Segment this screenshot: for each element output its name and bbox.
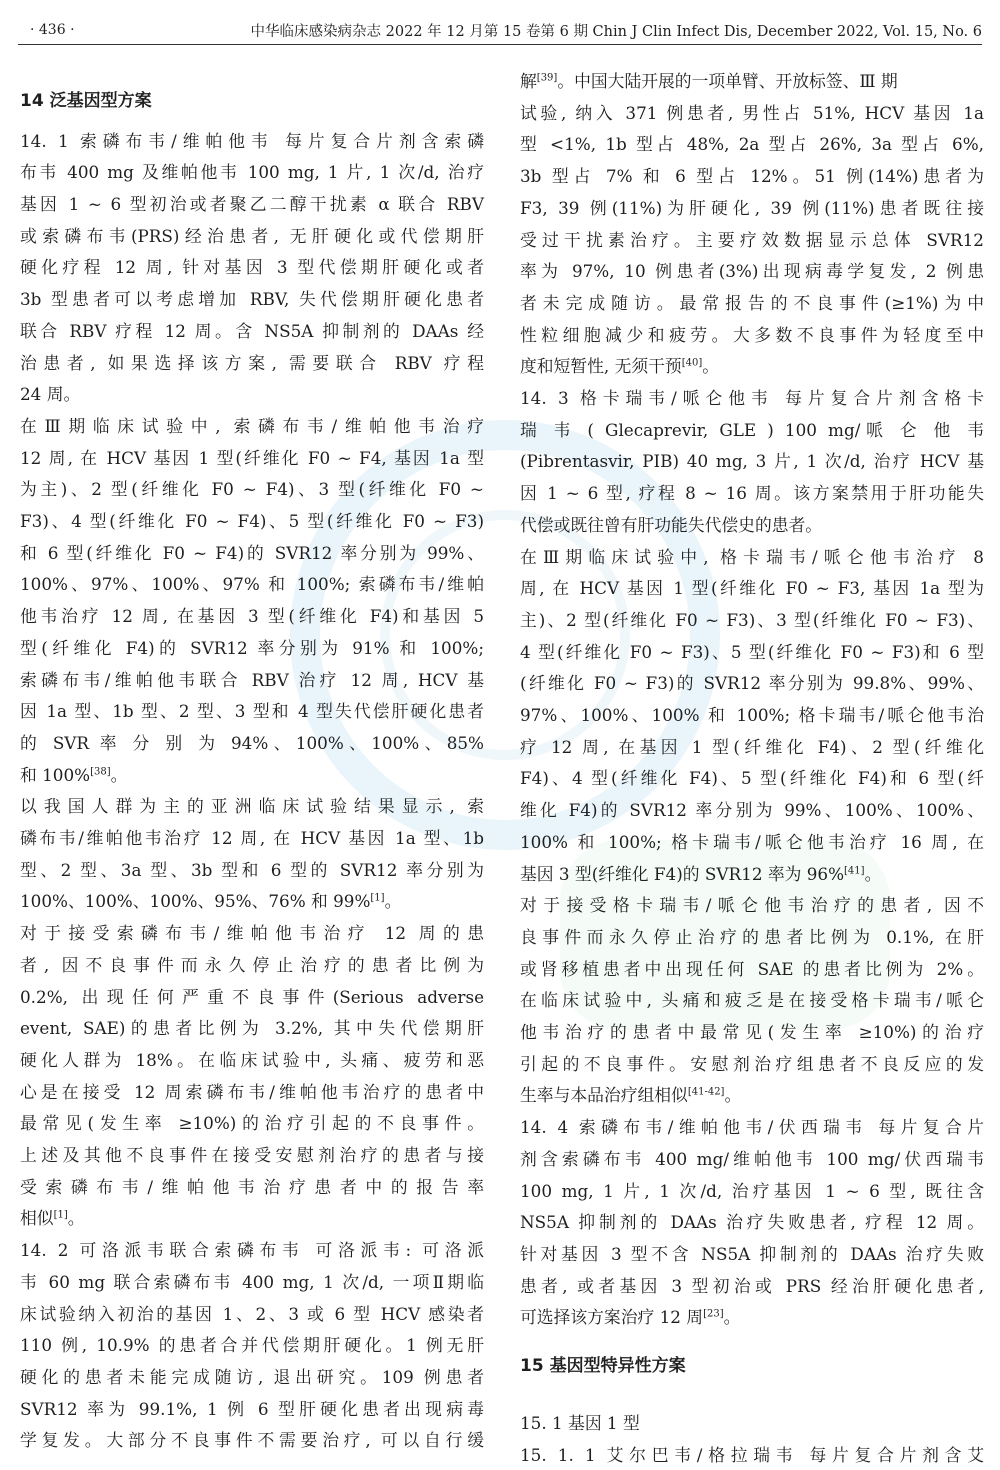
text-line: 可选择该方案治疗 12 周[23]。 [520, 1307, 741, 1328]
text-line: 15. 1 基因 1 型 [520, 1413, 640, 1434]
text-line: 度和短暂性, 无须干预[40]。 [520, 356, 720, 377]
text-line: 12 周, 在 HCV 基因 1 型(纤维化 F0 ~ F4, 基因 1a 型 [20, 447, 484, 468]
text-line: 瑞 韦 ( Glecaprevir, GLE ) 100 mg/哌 仑 他 韦 [520, 419, 984, 440]
page-header [18, 14, 982, 45]
text-line: 相似[1]。 [20, 1208, 85, 1229]
text-line: 韦 60 mg 联合索磷布韦 400 mg, 1 次/d, 一项Ⅱ期临 [20, 1271, 484, 1292]
text-line: 以我国人群为主的亚洲临床试验结果显示, 索 [20, 796, 484, 817]
text-line: 3b 型患者可以考虑增加 RBV, 失代偿期肝硬化患者 [20, 289, 484, 310]
text-line: 3b 型占 7% 和 6 型占 12%。51 例(14%)患者为 [520, 166, 984, 187]
text-line: 磷布韦/维帕他韦治疗 12 周, 在 HCV 基因 1a 型、1b [20, 828, 484, 849]
text-line: 0.2%, 出现任何严重不良事件(Serious adverse [20, 986, 484, 1007]
text-line: 或索磷布韦(PRS)经治患者, 无肝硬化或代偿期肝 [20, 225, 484, 246]
text-line: 97%、100%、100% 和 100%; 格卡瑞韦/哌仑他韦治 [520, 705, 984, 725]
text-line: 床试验纳入初治的基因 1、2、3 或 6 型 HCV 感染者 [20, 1303, 484, 1324]
text-line: 剂含索磷布韦 400 mg/维帕他韦 100 mg/伏西瑞韦 [520, 1148, 984, 1169]
text-line: 24 周。 [20, 384, 81, 405]
text-line: 对于接受格卡瑞韦/哌仑他韦治疗的患者, 因不 [520, 895, 984, 916]
section-heading: 15 基因型特异性方案 [520, 1356, 686, 1377]
text-line: 基因 3 型(纤维化 F4)的 SVR12 率为 96%[41]。 [520, 863, 882, 884]
text-line: SVR12 率为 99.1%, 1 例 6 型肝硬化患者出现病毒 [20, 1398, 484, 1419]
text-line: 试验, 纳入 371 例患者, 男性占 51%, HCV 基因 1a [520, 102, 984, 123]
text-line: 硬化疗程 12 周, 针对基因 3 型代偿期肝硬化或者 [20, 257, 484, 278]
citation-ref[interactable]: [38] [90, 766, 111, 778]
text-line: 100%、100%、100%、95%、76% 和 99%[1]。 [20, 891, 402, 912]
text-line: 14. 2 可洛派韦联合索磷布韦 可洛派韦: 可洛派 [20, 1240, 484, 1261]
section-heading: 14 泛基因型方案 [20, 91, 152, 111]
text-line: 主)、2 型(纤维化 F0 ~ F3)、3 型(纤维化 F0 ~ F3)、 [520, 609, 984, 630]
page-number: · 436 · [30, 22, 75, 38]
text-line: NS5A 抑制剂的 DAAs 治疗失败患者, 疗程 12 周。 [520, 1212, 984, 1233]
citation-ref[interactable]: [40] [681, 357, 703, 369]
text-line: 引起的不良事件。安慰剂治疗组患者不良反应的发 [520, 1053, 984, 1074]
text-line: 为主)、2 型(纤维化 F0 ~ F4)、3 型(纤维化 F0 ~ [20, 479, 484, 500]
citation-ref[interactable]: [1] [53, 1209, 68, 1221]
text-line: event, SAE)的患者比例为 3.2%, 其中失代偿期肝 [20, 1018, 484, 1039]
text-line: 15. 1. 1 艾尔巴韦/格拉瑞韦 每片复合片剂含艾 [520, 1445, 984, 1466]
text-line: 100%、97%、100%、97% 和 100%; 索磷布韦/维帕 [20, 574, 484, 595]
text-line: 硬化人群为 18%。在临床试验中, 头痛、疲劳和恶 [20, 1049, 484, 1070]
citation-ref[interactable]: [41-42] [687, 1086, 725, 1098]
text-line: 学复发。大部分不良事件不需要治疗, 可以自行缓 [20, 1430, 484, 1451]
text-line: 14. 1 索磷布韦/维帕他韦 每片复合片剂含索磷 [20, 130, 484, 151]
text-line: 受过干扰素治疗。主要疗效数据显示总体 SVR12 [520, 229, 984, 250]
text-line: 110 例, 10.9% 的患者合并代偿期肝硬化。1 例无肝 [20, 1335, 484, 1356]
citation-ref[interactable]: [1] [370, 892, 385, 904]
text-line: 索磷布韦/维帕他韦联合 RBV 治疗 12 周, HCV 基 [20, 669, 484, 690]
text-line: (纤维化 F0 ~ F3)的 SVR12 率分别为 99.8%、99%、 [520, 673, 984, 694]
text-line: 14. 3 格卡瑞韦/哌仑他韦 每片复合片剂含格卡 [520, 388, 984, 408]
text-line: 14. 4 索磷布韦/维帕他韦/伏西瑞韦 每片复合片 [520, 1117, 984, 1138]
text-line: 或肾移植患者中出现任何 SAE 的患者比例为 2%。 [520, 958, 984, 979]
text-line: 最常见(发生率 ≥10%)的治疗引起的不良事件。 [20, 1113, 484, 1134]
text-line: 型 <1%, 1b 型占 48%, 2a 型占 26%, 3a 型占 6%, [520, 134, 984, 155]
text-line: F4)、4 型(纤维化 F4)、5 型(纤维化 F4)和 6 型(纤 [520, 768, 984, 789]
text-line: 和 100%[38]。 [20, 764, 128, 785]
text-line: 心是在接受 12 周索磷布韦/维帕他韦治疗的患者中 [20, 1081, 484, 1102]
text-line: 生率与本品治疗组相似[41-42]。 [520, 1085, 742, 1106]
journal-citation: 中华临床感染病杂志 2022 年 12 月第 15 卷第 6 期 Chin J Clin Infect Dis, December 2022, Vol. 15, No. 6 [250, 24, 982, 40]
text-line: 因 1 ~ 6 型, 疗程 8 ~ 16 周。该方案禁用于肝功能失 [520, 483, 984, 504]
text-line: 针对基因 3 型不含 NS5A 抑制剂的 DAAs 治疗失败 [520, 1243, 984, 1264]
text-line: 和 6 型(纤维化 F0 ~ F4)的 SVR12 率分别为 99%、 [20, 542, 484, 563]
text-line: 硬化的患者未能完成随访, 退出研究。109 例患者 [20, 1366, 484, 1387]
text-line: 的 SVR 率 分 别 为 94%、100%、100%、85% [20, 732, 484, 753]
citation-ref[interactable]: [39] [536, 72, 558, 84]
text-line: 型、2 型、3a 型、3b 型和 6 型的 SVR12 率分别为 [20, 859, 484, 880]
text-line: 者未完成随访。最常报告的不良事件(≥1%)为中 [520, 292, 984, 313]
text-line: 治患者, 如果选择该方案, 需要联合 RBV 疗程 [20, 352, 484, 373]
text-line: 在Ⅲ期临床试验中, 格卡瑞韦/哌仑他韦治疗 8 [520, 546, 984, 567]
text-line: 周, 在 HCV 基因 1 型(纤维化 F0 ~ F3, 基因 1a 型为 [520, 578, 984, 599]
text-line: 100% 和 100%; 格卡瑞韦/哌仑他韦治疗 16 周, 在 [520, 831, 984, 852]
text-line: (Pibrentasvir, PIB) 40 mg, 3 片, 1 次/d, 治疗 HCV 基 [520, 451, 984, 472]
text-line: 在临床试验中, 头痛和疲乏是在接受格卡瑞韦/哌仑 [520, 990, 984, 1011]
text-line: 疗 12 周, 在基因 1 型(纤维化 F4)、2 型(纤维化 [520, 736, 984, 757]
text-line: 良事件而永久停止治疗的患者比例为 0.1%, 在肝 [520, 926, 984, 947]
citation-ref[interactable]: [23] [703, 1308, 724, 1320]
text-line: 在Ⅲ期临床试验中, 索磷布韦/维帕他韦治疗 [20, 415, 484, 436]
text-line: 100 mg, 1 片, 1 次/d, 治疗基因 1 ~ 6 型, 既往含 [520, 1180, 984, 1201]
text-line: 对于接受索磷布韦/维帕他韦治疗 12 周的患 [20, 923, 484, 944]
text-line: 基因 1 ~ 6 型初治或者聚乙二醇干扰素 α 联合 RBV [20, 194, 484, 215]
text-line: 性粒细胞减少和疲劳。大多数不良事件为轻度至中 [520, 324, 984, 345]
text-line: 因 1a 型、1b 型、2 型、3 型和 4 型失代偿肝硬化患者 [20, 701, 484, 722]
text-line: 者, 因不良事件而永久停止治疗的患者比例为 [20, 954, 484, 975]
text-line: 维化 F4)的 SVR12 率分别为 99%、100%、100%、 [520, 800, 984, 821]
text-line: 4 型(纤维化 F0 ~ F3)、5 型(纤维化 F0 ~ F3)和 6 型 [520, 641, 984, 662]
text-line: 率为 97%, 10 例患者(3%)出现病毒学复发, 2 例患 [520, 261, 984, 282]
text-line: 代偿或既往曾有肝功能失代偿史的患者。 [520, 514, 823, 535]
text-line: 上述及其他不良事件在接受安慰剂治疗的患者与接 [20, 1145, 484, 1166]
text-line: 患者, 或者基因 3 型初治或 PRS 经治肝硬化患者, [520, 1275, 984, 1296]
text-line: 联合 RBV 疗程 12 周。含 NS5A 抑制剂的 DAAs 经 [20, 320, 484, 341]
text-line: 他韦治疗的患者中最常见(发生率 ≥10%)的治疗 [520, 1022, 984, 1042]
text-line: 布韦 400 mg 及维帕他韦 100 mg, 1 片, 1 次/d, 治疗 [20, 162, 484, 183]
text-line: F3, 39 例(11%)为肝硬化, 39 例(11%)患者既往接 [520, 197, 984, 218]
text-line: F3)、4 型(纤维化 F0 ~ F4)、5 型(纤维化 F0 ~ F3) [20, 511, 484, 532]
text-line: 他韦治疗 12 周, 在基因 3 型(纤维化 F4)和基因 5 [20, 606, 484, 627]
text-line: 型(纤维化 F4)的 SVR12 率分别为 91% 和 100%; [20, 637, 484, 658]
text-line: 受索磷布韦/维帕他韦治疗患者中的报告率 [20, 1176, 484, 1197]
text-line: 解[39]。中国大陆开展的一项单臂、开放标签、Ⅲ 期 [520, 71, 898, 91]
citation-ref[interactable]: [41] [844, 864, 865, 876]
